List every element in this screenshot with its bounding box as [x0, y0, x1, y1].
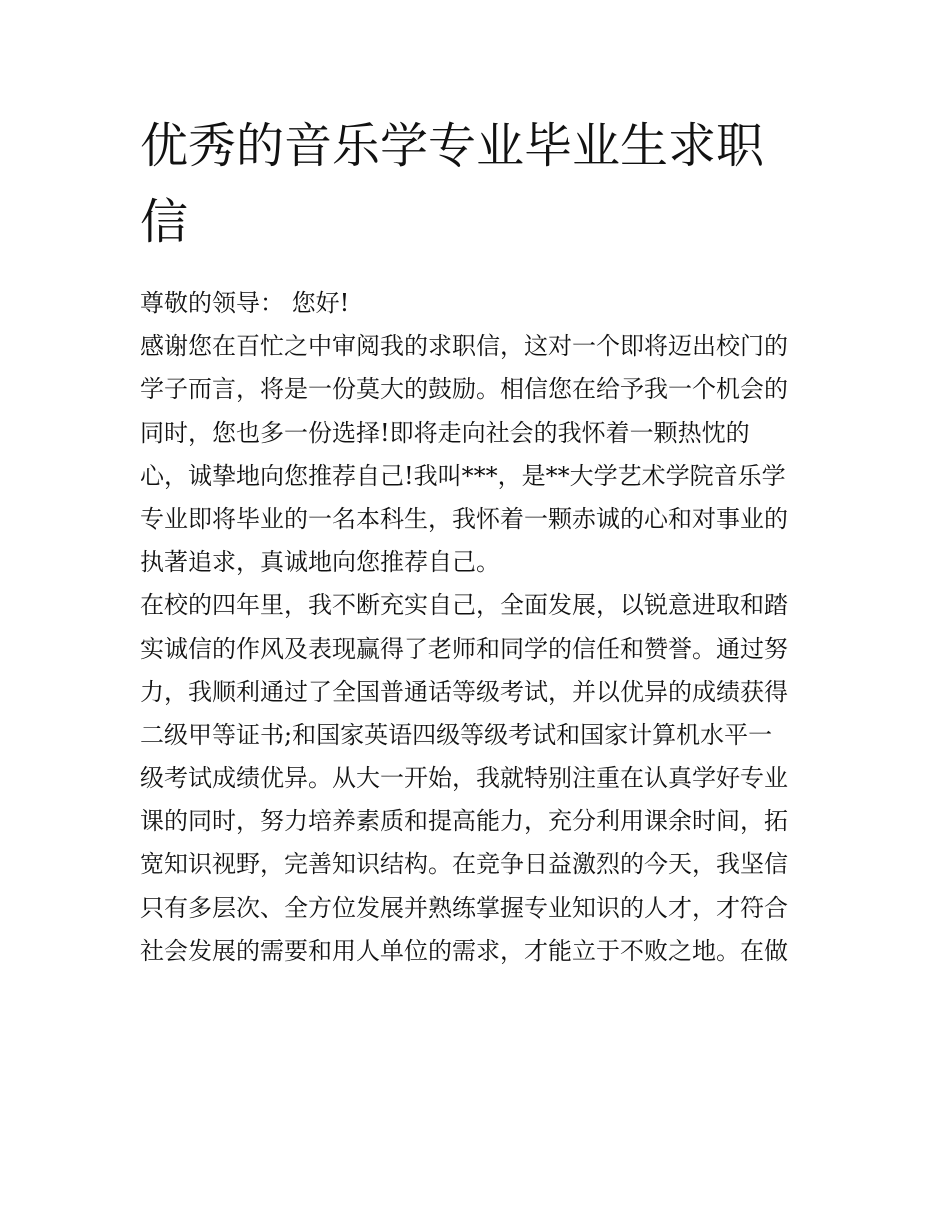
- body-line: 实诚信的作风及表现赢得了老师和同学的信任和赞誉。通过努: [140, 634, 788, 663]
- body-line: 只有多层次、全方位发展并熟练掌握专业知识的人才，才符合: [140, 893, 788, 922]
- body-line: 感谢您在百忙之中审阅我的求职信，这对一个即将迈出校门的: [140, 332, 788, 361]
- body-line: 宽知识视野，完善知识结构。在竞争日益激烈的今天，我坚信: [140, 850, 788, 879]
- document-title: [140, 108, 820, 260]
- body-line: 专业即将毕业的一名本科生，我怀着一颗赤诚的心和对事业的: [140, 504, 788, 533]
- body-line: 课的同时，努力培养素质和提高能力，充分利用课余时间，拓: [140, 807, 788, 836]
- body-line: 级考试成绩优异。从大一开始，我就特别注重在认真学好专业: [140, 764, 788, 793]
- title-line: 信: [140, 194, 189, 250]
- body-line: 执著追求，真诚地向您推荐自己。: [140, 548, 500, 577]
- body-line: 社会发展的需要和用人单位的需求，才能立于不败之地。在做: [140, 936, 788, 965]
- body-line: 在校的四年里，我不断充实自己，全面发展，以锐意进取和踏: [140, 591, 788, 620]
- document-body: [140, 282, 830, 973]
- body-line: 同时，您也多一份选择!即将走向社会的我怀着一颗热忱的: [140, 418, 750, 447]
- body-line: 力，我顺利通过了全国普通话等级考试，并以优异的成绩获得: [140, 677, 788, 706]
- body-line: 心，诚挚地向您推荐自己!我叫***，是**大学艺术学院音乐学: [140, 461, 786, 490]
- body-line: 学子而言，将是一份莫大的鼓励。相信您在给予我一个机会的: [140, 375, 788, 404]
- body-line: 二级甲等证书;和国家英语四级等级考试和国家计算机水平一: [140, 720, 773, 749]
- salutation: 尊敬的领导： 您好!: [140, 289, 350, 317]
- title-line: 优秀的音乐学专业毕业生求职: [140, 118, 765, 174]
